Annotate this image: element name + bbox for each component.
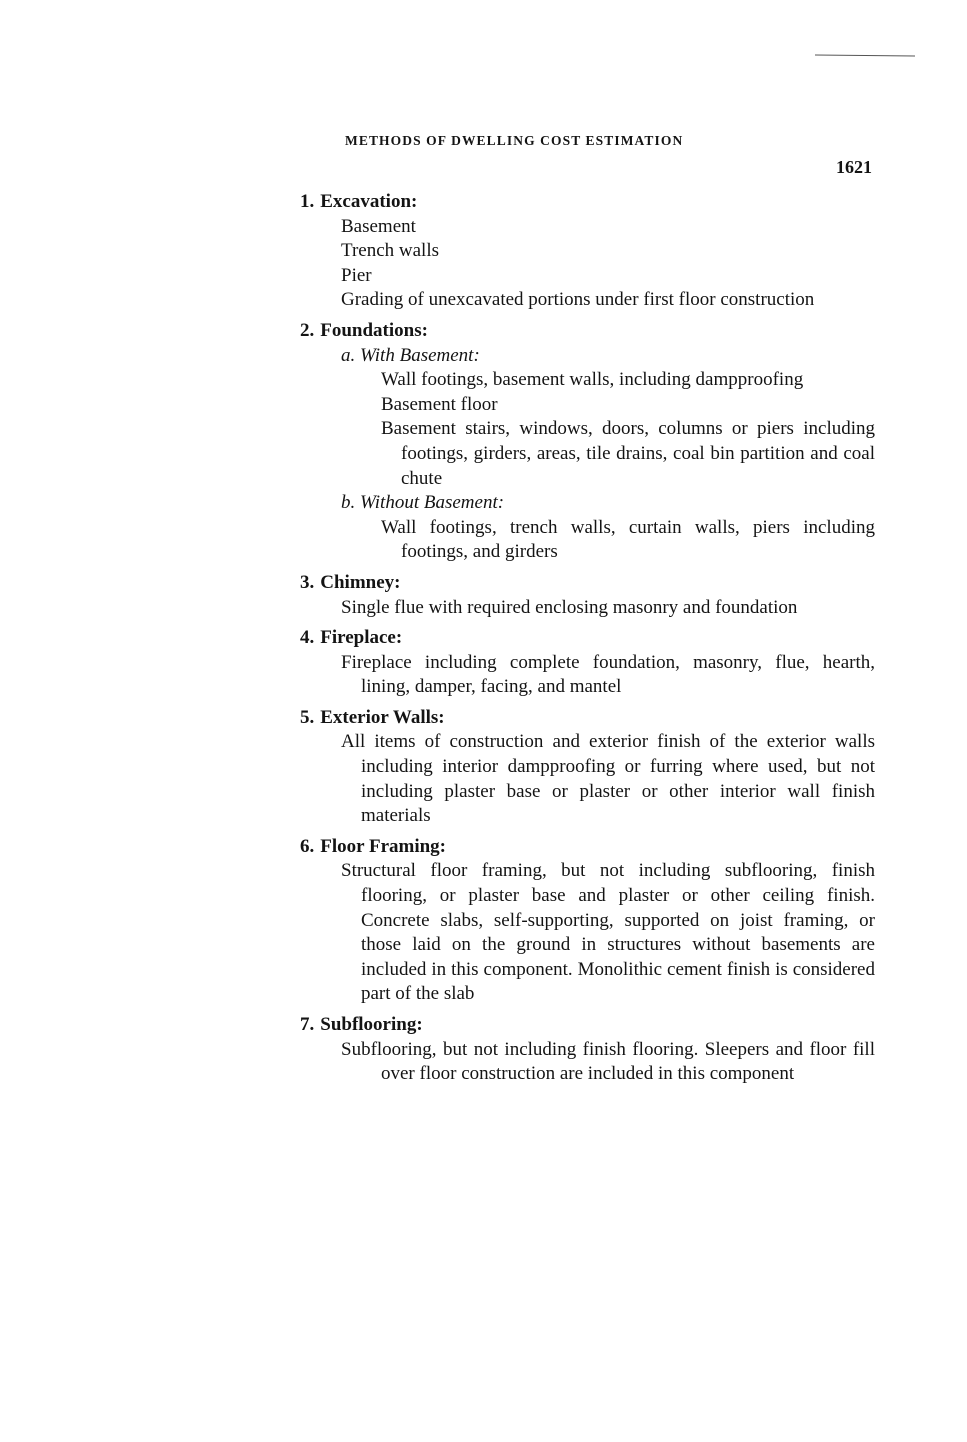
section-floor-framing <box>300 835 875 1007</box>
section-title: Subflooring: <box>320 1014 423 1035</box>
list-item: All items of construction and exterior finish of the exterior walls including interior dampproofing or furring where used, but not including plaster base or plaster or other interior wall finish materials <box>341 731 875 827</box>
subsection-label: a. With Basement: <box>341 344 480 366</box>
section-title: Floor Framing: <box>320 835 447 857</box>
section-number: 4. <box>300 627 315 649</box>
section-title: Excavation: <box>320 191 418 212</box>
section-title: Fireplace: <box>320 627 403 649</box>
section-exterior-walls <box>300 706 875 829</box>
section-number: 6. <box>300 835 315 857</box>
section-subflooring <box>300 1013 875 1087</box>
section-excavation <box>300 190 875 313</box>
section-chimney <box>300 571 875 620</box>
section-number: 1. <box>300 191 315 212</box>
list-item: Fireplace including complete foundation, masonry, flue, hearth, lining, damper, facing, and mantel <box>341 651 875 698</box>
section-fireplace <box>300 626 875 700</box>
list-item: Single flue with required enclosing masonry and foundation <box>341 596 798 618</box>
component-list <box>300 190 875 1087</box>
section-number: 2. <box>300 319 315 341</box>
section-number: 5. <box>300 706 315 728</box>
list-item: Grading of unexcavated portions under first floor construction <box>341 289 815 311</box>
list-item: Pier <box>341 264 372 286</box>
scan-artifact-line <box>815 54 915 56</box>
list-item: Trench walls <box>341 240 439 262</box>
list-item: Basement stairs, windows, doors, columns or piers including footings, girders, areas, tile drains, coal bin partition and coal chute <box>381 418 875 489</box>
running-head: METHODS OF DWELLING COST ESTIMATION <box>345 133 684 148</box>
section-number: 3. <box>300 571 315 593</box>
section-title: Exterior Walls: <box>320 706 445 728</box>
section-title: Chimney: <box>320 571 401 593</box>
list-item: Basement <box>341 215 416 237</box>
list-item: Structural floor framing, but not including subflooring, finish flooring, or plaster base and plaster or other ceiling finish. Concrete slabs, self-supporting, supported on joist framing, or those laid on the ground in structures without basements are included in this component. Monolithic cement finish is considered part of the slab <box>341 860 875 1005</box>
list-item: Basement floor <box>381 393 498 415</box>
page-number: 1621 <box>836 157 872 177</box>
list-item: Wall footings, trench walls, curtain walls, piers including footings, and girders <box>381 516 875 563</box>
list-item: Wall footings, basement walls, including dampproofing <box>381 369 804 391</box>
subsection-label: b. Without Basement: <box>341 492 505 514</box>
section-number: 7. <box>300 1014 315 1035</box>
list-item: Subflooring, but not including finish flooring. Sleepers and floor fill over floor construction are included in this component <box>341 1038 875 1085</box>
section-title: Foundations: <box>320 319 428 341</box>
section-foundations <box>300 319 875 565</box>
